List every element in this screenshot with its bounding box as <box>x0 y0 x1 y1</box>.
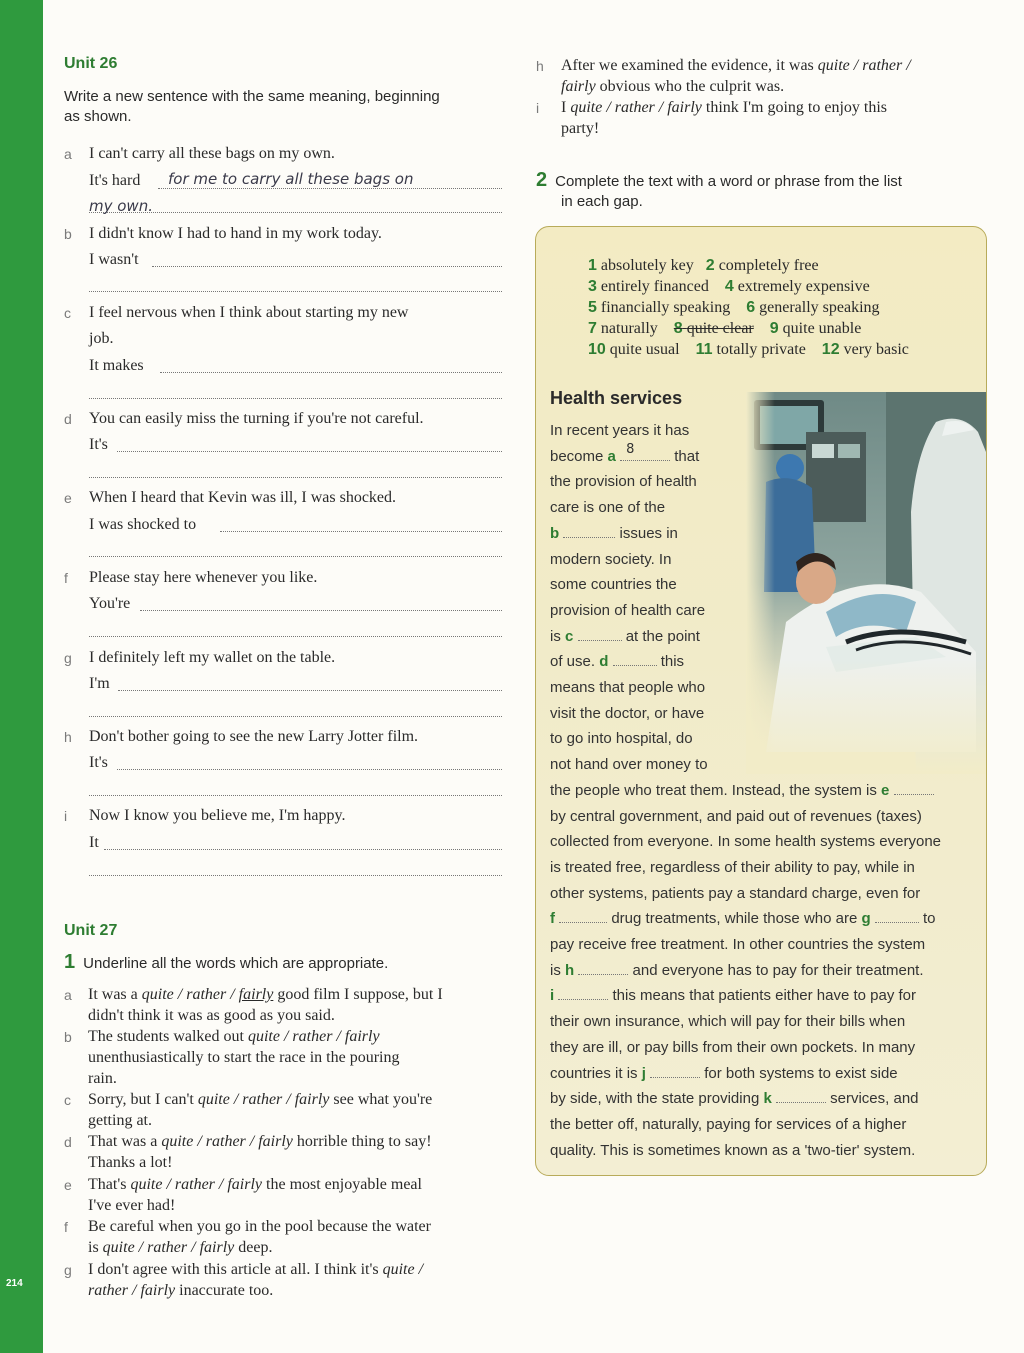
gap-k[interactable] <box>776 1091 826 1103</box>
item-letter: e <box>64 490 72 506</box>
choice-quite[interactable]: quite <box>141 986 174 1003</box>
choice-fairly[interactable]: fairly <box>227 1176 263 1193</box>
exercise-item-g: I don't agree with this article at all. I think it's quite / rather / fairly inaccurate too. <box>88 1261 424 1299</box>
item-letter: f <box>64 570 68 586</box>
item-prompt: I'm <box>89 675 110 692</box>
choice-rather[interactable]: rather <box>614 99 655 116</box>
item-prompt: It's <box>89 436 108 453</box>
choice-fairly[interactable]: fairly <box>561 78 596 95</box>
gap-b[interactable] <box>563 526 615 538</box>
item-letter: c <box>64 1092 71 1108</box>
handwritten-answer: my own. <box>89 197 153 215</box>
gap-i[interactable] <box>558 988 608 1000</box>
item-sentence: When I heard that Kevin was ill, I was shocked. <box>89 489 397 506</box>
choice-quite[interactable]: quite <box>382 1261 415 1278</box>
text-body: In recent years it has become a 8 that the provision of health care is one of the b issues in modern society. In some countries the provision of health care is c at the point of use. d this means that people who visit the doctor, or have to go into hospital, do not hand over money to the people who treat them. Instead, the system is e by central government, and paid out of revenues (taxes) collected from everyone. In some health systems everyone is treated free, regardless of their ability to pay, while in other systems, patients pay a standard charge, even for f drug treatments, while those who are g to pay receive free treatment. In other countries the system is h and everyone has to pay for their treatment. i this means that patients either have to pay for their own insurance, which will pay for their bills when they are ill, or pay bills from their own pockets. In many countries it is j for both systems to exist side by side, with the state providing k services, and the better off, naturally, paying for services of a higher quality. This is sometimes known as a 'two-tier' system. <box>550 422 942 1159</box>
choice-rather[interactable]: rather <box>88 1282 128 1299</box>
item-letter: d <box>64 411 72 427</box>
choice-fairly[interactable]: fairly <box>199 1239 235 1256</box>
gap-g[interactable] <box>875 911 919 923</box>
item-sentence: Please stay here whenever you like. <box>89 569 318 586</box>
handwritten-answer: 8 <box>626 441 635 457</box>
item-prompt: I wasn't <box>89 251 139 268</box>
item-prompt: I was shocked to <box>89 516 197 533</box>
choice-quite[interactable]: quite <box>817 57 850 74</box>
exercise-item-b: The students walked out quite / rather / fairly unenthusiastically to start the race in the pouring rain. <box>88 1028 400 1087</box>
gap-e[interactable] <box>894 783 934 795</box>
exercise-2-instruction: 2 Complete the text with a word or phrase from the list in each gap. <box>536 169 902 210</box>
word-option: quite unable <box>782 320 862 337</box>
choice-quite[interactable]: quite <box>570 99 603 116</box>
word-option-used: 8 quite clear <box>673 320 754 337</box>
item-letter: h <box>64 729 72 745</box>
answer-line[interactable] <box>89 795 502 796</box>
item-letter: a <box>64 987 72 1003</box>
answer-line[interactable] <box>158 188 502 189</box>
gap-f[interactable] <box>559 911 607 923</box>
answer-line[interactable] <box>89 875 502 876</box>
word-option: very basic <box>843 341 909 358</box>
item-letter: f <box>64 1219 68 1235</box>
choice-fairly-underlined[interactable]: fairly <box>238 986 274 1003</box>
handwritten-answer: for me to carry all these bags on <box>168 170 414 188</box>
item-letter: g <box>64 650 72 666</box>
choice-rather[interactable]: rather <box>205 1133 246 1150</box>
item-letter: b <box>64 1029 72 1045</box>
word-option: generally speaking <box>759 299 880 316</box>
exercise-item-e: That's quite / rather / fairly the most enjoyable meal I've ever had! <box>88 1176 422 1214</box>
item-sentence: I feel nervous when I think about starting my new <box>89 304 409 321</box>
item-prompt: It makes <box>89 357 144 374</box>
gap-d[interactable] <box>613 654 657 666</box>
item-sentence: I can't carry all these bags on my own. <box>89 145 335 162</box>
item-letter: c <box>64 305 71 321</box>
word-list: 1 absolutely key 2 completely free 3 entirely financed 4 extremely expensive 5 financially speaking 6 generally speaking 7 naturally 8 quite clear 9 quite unable 10 quite usual 11 totally private 12 very basic <box>588 257 909 358</box>
choice-fairly[interactable]: fairly <box>294 1091 330 1108</box>
gap-c[interactable] <box>578 629 622 641</box>
exercise-item-d: That was a quite / rather / fairly horrible thing to say! Thanks a lot! <box>88 1133 432 1171</box>
choice-quite[interactable]: quite <box>197 1091 230 1108</box>
exercise-item-c: Sorry, but I can't quite / rather / fairly see what you're getting at. <box>88 1091 433 1129</box>
choice-fairly[interactable]: fairly <box>140 1282 176 1299</box>
choice-fairly[interactable]: fairly <box>344 1028 380 1045</box>
word-option: completely free <box>718 257 819 274</box>
word-option: naturally <box>600 320 658 337</box>
choice-fairly[interactable]: fairly <box>667 99 702 116</box>
choice-rather[interactable]: rather <box>862 57 903 74</box>
item-sentence: I definitely left my wallet on the table. <box>89 649 336 666</box>
choice-fairly[interactable]: fairly <box>258 1133 293 1150</box>
answer-line[interactable] <box>89 398 502 399</box>
choice-quite[interactable]: quite <box>102 1239 135 1256</box>
exercise-1-instruction: 1 Underline all the words which are appropriate. <box>64 951 389 973</box>
page-number: 214 <box>6 1278 23 1289</box>
answer-line[interactable] <box>89 477 502 478</box>
choice-rather[interactable]: rather <box>292 1028 333 1045</box>
item-letter: a <box>64 146 72 162</box>
unit-26-instruction: Write a new sentence with the same meaning, beginning as shown. <box>64 88 440 125</box>
item-letter: i <box>536 100 540 116</box>
item-prompt: It's hard <box>89 172 141 189</box>
word-option: entirely financed <box>600 278 709 295</box>
answer-line[interactable] <box>160 372 502 373</box>
item-sentence: job. <box>89 330 114 347</box>
word-option: totally private <box>716 341 806 358</box>
item-sentence: I didn't know I had to hand in my work today. <box>89 225 382 242</box>
unit-27-heading: Unit 27 <box>64 922 118 939</box>
item-letter: i <box>64 808 68 824</box>
item-letter: d <box>64 1134 72 1150</box>
answer-line[interactable] <box>104 849 502 850</box>
answer-line[interactable] <box>220 531 502 532</box>
answer-line[interactable] <box>117 769 502 770</box>
word-option: quite usual <box>609 341 680 358</box>
exercise-item-h: After we examined the evidence, it was quite / rather / fairly obvious who the culprit was. <box>561 57 911 95</box>
unit-26-heading: Unit 26 <box>64 55 118 72</box>
choice-rather[interactable]: rather <box>147 1239 188 1256</box>
item-prompt: It <box>89 834 99 851</box>
choice-quite[interactable]: quite <box>161 1133 194 1150</box>
word-option: absolutely key <box>600 257 694 274</box>
exercise-item-f: Be careful when you go in the pool because the water is quite / rather / fairly deep. <box>88 1218 431 1256</box>
exercise-item-a: It was a quite / rather / fairly good film I suppose, but I didn't think it was as good as you said. <box>88 986 443 1024</box>
item-prompt: You're <box>89 595 131 612</box>
choice-rather[interactable]: rather <box>242 1091 283 1108</box>
answer-line[interactable] <box>118 690 502 691</box>
item-letter: e <box>64 1177 72 1193</box>
item-sentence: Don't bother going to see the new Larry Jotter film. <box>89 728 419 745</box>
answer-line[interactable] <box>89 291 502 292</box>
answer-line[interactable] <box>89 556 502 557</box>
answer-line[interactable] <box>152 266 502 267</box>
choice-rather[interactable]: rather <box>174 1176 215 1193</box>
answer-line[interactable] <box>89 716 502 717</box>
gap-h[interactable] <box>578 963 628 975</box>
item-letter: h <box>536 58 544 74</box>
word-option: extremely expensive <box>737 278 870 295</box>
word-option: financially speaking <box>600 299 731 316</box>
item-sentence: Now I know you believe me, I'm happy. <box>89 807 346 824</box>
answer-line[interactable] <box>89 636 502 637</box>
choice-quite[interactable]: quite <box>247 1028 280 1045</box>
item-letter: g <box>64 1262 72 1278</box>
item-sentence: You can easily miss the turning if you're not careful. <box>89 410 424 427</box>
answer-line[interactable] <box>117 451 502 452</box>
item-letter: b <box>64 226 72 242</box>
exercise-item-i: I quite / rather / fairly think I'm going to enjoy this party! <box>561 99 888 137</box>
choice-rather[interactable]: rather <box>186 986 227 1003</box>
choice-quite[interactable]: quite <box>130 1176 163 1193</box>
item-prompt: It's <box>89 754 108 771</box>
answer-line[interactable] <box>140 610 502 611</box>
gap-j[interactable] <box>650 1066 700 1078</box>
text-title: Health services <box>550 388 683 408</box>
page-edge-bar <box>0 0 43 1353</box>
